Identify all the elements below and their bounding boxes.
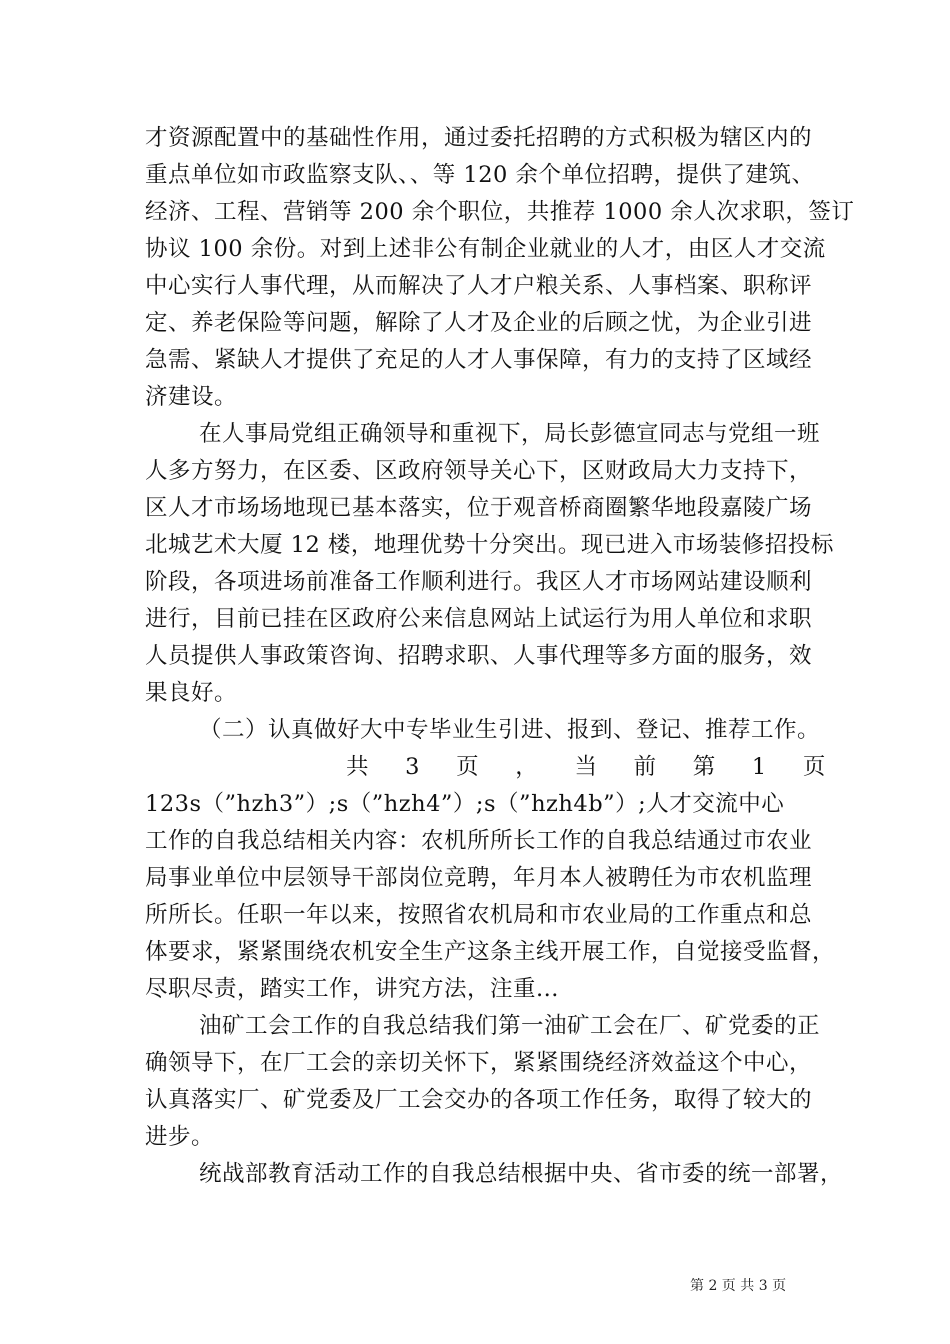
text-line: 定、养老保险等问题，解除了人才及企业的后顾之忧，为企业引进	[145, 310, 813, 336]
text-line: 人员提供人事政策咨询、招聘求职、人事代理等多方面的服务，效	[145, 643, 813, 669]
text-line: 尽职尽责，踏实工作，讲究方法，注重...	[145, 976, 559, 1002]
text-line: 济建设。	[145, 384, 238, 410]
text-line: 局事业单位中层领导干部岗位竞聘，年月本人被聘任为市农机监理	[145, 865, 813, 891]
section-heading: （二）认真做好大中专毕业生引进、报到、登记、推荐工作。	[199, 717, 821, 743]
text-line: 急需、紧缺人才提供了充足的人才人事保障，有力的支持了区域经	[145, 347, 813, 373]
text-line: 阶段，各项进场前准备工作顺利进行。我区人才市场网站建设顺利	[145, 569, 813, 595]
paragraph-start: 油矿工会工作的自我总结我们第一油矿工会在厂、矿党委的正	[199, 1013, 821, 1039]
page-indicator: 共 3 页 ， 当 前 第 1 页	[346, 754, 826, 780]
text-line: 123s（”hzh3”）;s（”hzh4”）;s（”hzh4b”）;人才交流中心	[145, 791, 785, 817]
text-line: 北城艺术大厦 12 楼，地理优势十分突出。现已进入市场装修招投标	[145, 532, 834, 558]
text-line: 进步。	[145, 1124, 215, 1150]
paragraph-start: 在人事局党组正确领导和重视下，局长彭德宣同志与党组一班	[199, 421, 821, 447]
text-line: 确领导下，在厂工会的亲切关怀下，紧紧围绕经济效益这个中心，	[145, 1050, 813, 1076]
text-line: 工作的自我总结相关内容：农机所所长工作的自我总结通过市农业	[145, 828, 813, 854]
text-line: 人多方努力，在区委、区政府领导关心下，区财政局大力支持下，	[145, 458, 813, 484]
text-line: 果良好。	[145, 680, 238, 706]
text-line: 才资源配置中的基础性作用，通过委托招聘的方式积极为辖区内的	[145, 125, 813, 151]
paragraph-start: 统战部教育活动工作的自我总结根据中央、省市委的统一部署，	[199, 1161, 844, 1187]
text-line: 所所长。任职一年以来，按照省农机局和市农业局的工作重点和总	[145, 902, 813, 928]
text-line: 认真落实厂、矿党委及厂工会交办的各项工作任务，取得了较大的	[145, 1087, 813, 1113]
text-line: 区人才市场场地现已基本落实，位于观音桥商圈繁华地段嘉陵广场	[145, 495, 813, 521]
text-line: 协议 100 余份。对到上述非公有制企业就业的人才，由区人才交流	[145, 236, 826, 262]
text-line: 进行，目前已挂在区政府公来信息网站上试运行为用人单位和求职	[145, 606, 813, 632]
text-line: 重点单位如市政监察支队、、等 120 余个单位招聘，提供了建筑、	[145, 162, 815, 188]
text-line: 体要求，紧紧围绕农机安全生产这条主线开展工作，自觉接受监督，	[145, 939, 836, 965]
text-line: 中心实行人事代理，从而解决了人才户粮关系、人事档案、职称评	[145, 273, 813, 299]
text-line: 经济、工程、营销等 200 余个职位，共推荐 1000 余人次求职，签订	[145, 199, 855, 225]
page-footer: 第 2 页 共 3 页	[690, 1278, 787, 1294]
